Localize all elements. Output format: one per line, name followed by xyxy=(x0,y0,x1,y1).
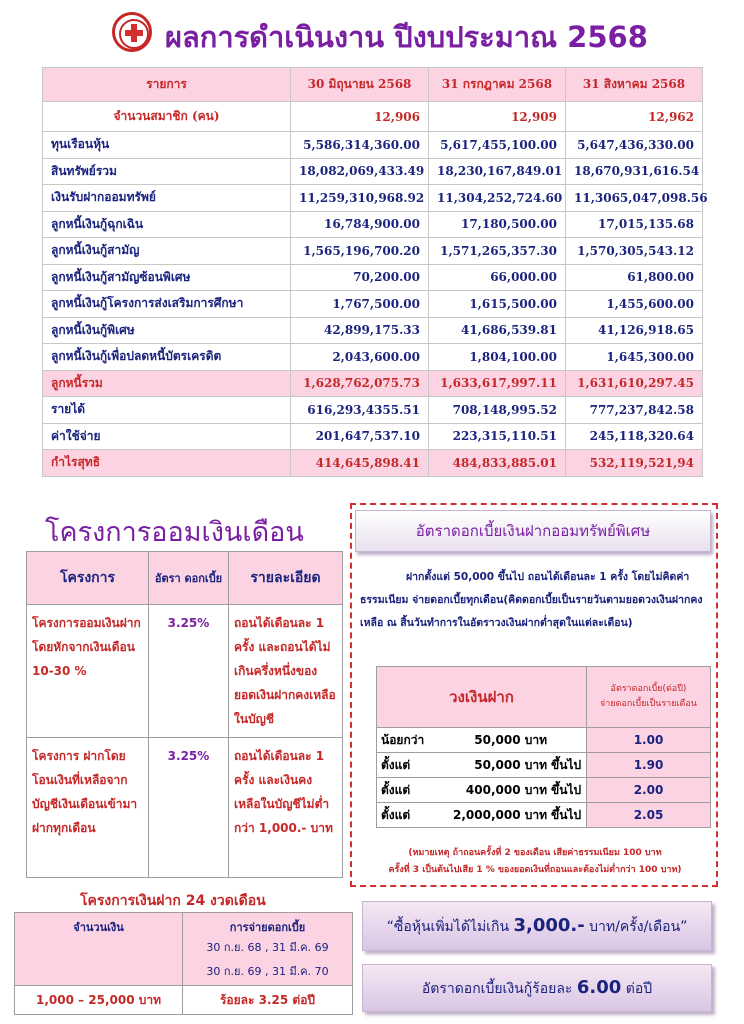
savings-detail: ถอนได้เดือนละ 1 ครั้ง และถอนได้ไม่เกินครึ่งหนึ่งของยอดเงินฝากคงเหลือในบัญชี xyxy=(229,605,343,738)
loan-text-post: ต่อปี xyxy=(621,981,653,997)
row-value: 11,3065,047,098.56 xyxy=(566,185,703,212)
row-value: 41,686,539.81 xyxy=(429,317,566,344)
fixed-header-row xyxy=(15,913,353,986)
savings-header-project: โครงการ xyxy=(27,552,149,605)
savings-rate: 3.25% xyxy=(149,605,229,738)
header-jun: 30 มิถุนายน 2568 xyxy=(291,68,429,102)
row-value: 1,570,305,543.12 xyxy=(566,238,703,265)
row-label: ลูกหนี้รวม xyxy=(43,370,291,397)
table-row xyxy=(43,397,703,424)
fixed-deposit-table xyxy=(14,912,353,1015)
rate-range xyxy=(377,753,587,778)
row-value: 708,148,995.52 xyxy=(429,397,566,424)
table-row xyxy=(43,185,703,212)
row-value: 1,628,762,075.73 xyxy=(291,370,429,397)
rate-amount: 400,000 บาท xyxy=(465,782,547,797)
savings-rate: 3.25% xyxy=(149,738,229,878)
row-value: 5,647,436,330.00 xyxy=(566,132,703,159)
fixed-date-2: 30 ก.ย. 69 , 31 มี.ค. 70 xyxy=(206,965,329,978)
special-deposit-description: ฝากตั้งแต่ 50,000 ขึ้นไป ถอนได้เดือนละ 1 ครั้ง โดยไม่คิดค่าธรรมเนียม จ่ายดอกเบี้ยทุกเดือน(คิดดอกเบี้ยเป็นรายวันตามยอดวงเงินฝากคงเหลือ ณ สิ้นวันทำการในอัตราวงเงินฝากต่ำสุดในแต่ละเดือน) xyxy=(360,571,703,629)
savings-header-rate: อัตรา ดอกเบี้ย xyxy=(149,552,229,605)
rate-value: 1.00 xyxy=(587,728,711,753)
table-row xyxy=(43,344,703,371)
rate-range xyxy=(377,778,587,803)
table-header-row xyxy=(43,68,703,102)
row-value: 41,126,918.65 xyxy=(566,317,703,344)
row-value: 18,230,167,849.01 xyxy=(429,158,566,185)
row-value: 1,571,265,357.30 xyxy=(429,238,566,265)
fixed-deposit-title: โครงการเงินฝาก 24 งวดเดือน xyxy=(80,893,266,909)
fixed-header-amount: จำนวนเงิน xyxy=(15,913,183,986)
rate-value: 1.90 xyxy=(587,753,711,778)
row-label: รายได้ xyxy=(43,397,291,424)
share-text-pre: “ซื้อหุ้นเพิ่มได้ไม่เกิน xyxy=(386,919,514,935)
row-value: 532,119,521,94 xyxy=(566,450,703,477)
table-row xyxy=(377,803,711,828)
performance-table xyxy=(42,67,708,477)
rate-header-rate xyxy=(587,667,711,728)
row-value: 1,767,500.00 xyxy=(291,291,429,318)
page-title: ผลการดำเนินงาน ปีงบประมาณ 2568 xyxy=(165,20,648,54)
table-row xyxy=(27,738,343,878)
row-value: 17,015,135.68 xyxy=(566,211,703,238)
rate-header-amount: วงเงินฝาก xyxy=(377,667,587,728)
table-row xyxy=(377,753,711,778)
rate-header-row xyxy=(377,667,711,728)
table-row xyxy=(27,605,343,738)
row-label: ทุนเรือนหุ้น xyxy=(43,132,291,159)
savings-project: โครงการออมเงินฝากโดยหักจากเงินเดือน 10-30 % xyxy=(27,605,149,738)
row-value: 70,200.00 xyxy=(291,264,429,291)
special-deposit-title: อัตราดอกเบี้ยเงินฝากออมทรัพย์พิเศษ xyxy=(355,510,711,552)
row-value: 1,804,100.00 xyxy=(429,344,566,371)
row-value: 12,906 xyxy=(291,102,429,132)
row-value: 66,000.00 xyxy=(429,264,566,291)
share-text-post: บาท/ครั้ง/เดือน” xyxy=(584,919,688,935)
row-value: 414,645,898.41 xyxy=(291,450,429,477)
share-amount: 3,000.- xyxy=(513,915,585,936)
row-label: สินทรัพย์รวม xyxy=(43,158,291,185)
table-row xyxy=(43,238,703,265)
row-value: 245,118,320.64 xyxy=(566,423,703,450)
row-label: ค่าใช้จ่าย xyxy=(43,423,291,450)
fixed-amount: 1,000 – 25,000 บาท xyxy=(15,986,183,1015)
row-value: 18,670,931,616.54 xyxy=(566,158,703,185)
rate-amount: 50,000 บาท xyxy=(474,757,547,772)
row-value: 1,631,610,297.45 xyxy=(566,370,703,397)
special-deposit-note xyxy=(356,845,714,879)
savings-title: โครงการออมเงินเดือน xyxy=(45,517,304,548)
row-label: ลูกหนี้เงินกู้สามัญซ้อนพิเศษ xyxy=(43,264,291,291)
row-value: 223,315,110.51 xyxy=(429,423,566,450)
loan-rate-callout xyxy=(362,964,712,1012)
row-value: 201,647,537.10 xyxy=(291,423,429,450)
row-value: 1,645,300.00 xyxy=(566,344,703,371)
loan-rate: 6.00 xyxy=(576,977,622,998)
row-label: ลูกหนี้เงินกู้สามัญ xyxy=(43,238,291,265)
row-value: 11,304,252,724.60 xyxy=(429,185,566,212)
rate-prefix: ตั้งแต่ xyxy=(381,807,411,822)
row-value: 17,180,500.00 xyxy=(429,211,566,238)
row-value: 5,586,314,360.00 xyxy=(291,132,429,159)
savings-header-row xyxy=(27,552,343,605)
rate-prefix: ตั้งแต่ xyxy=(381,782,411,797)
cooperative-logo-icon xyxy=(112,12,152,52)
fixed-header-payment xyxy=(183,913,353,986)
table-row xyxy=(43,102,703,132)
table-row xyxy=(43,317,703,344)
fixed-header-payment-label: การจ่ายดอกเบี้ย xyxy=(229,921,306,934)
share-purchase-callout xyxy=(362,901,712,951)
savings-table xyxy=(26,551,343,878)
rate-prefix: ตั้งแต่ xyxy=(381,757,411,772)
row-value: 484,833,885.01 xyxy=(429,450,566,477)
savings-project: โครงการ ฝากโดยโอนเงินที่เหลือจากบัญชีเงินเดือนเข้ามาฝากทุกเดือน xyxy=(27,738,149,878)
rate-header-rate-line1: อัตราดอกเบี้ย(ต่อปี) xyxy=(610,684,687,694)
savings-header-detail: รายละเอียด xyxy=(229,552,343,605)
rate-amount: 50,000 บาท xyxy=(474,732,547,747)
header-item: รายการ xyxy=(43,68,291,102)
table-row xyxy=(43,291,703,318)
row-label: ลูกหนี้เงินกู้เพื่อปลดหนี้บัตรเครดิต xyxy=(43,344,291,371)
rate-range xyxy=(377,728,587,753)
table-row xyxy=(43,158,703,185)
loan-text-pre: อัตราดอกเบี้ยเงินกู้ร้อยละ xyxy=(421,981,577,997)
row-value: 1,633,617,997.11 xyxy=(429,370,566,397)
fixed-rate: ร้อยละ 3.25 ต่อปี xyxy=(183,986,353,1015)
row-label: ลูกหนี้เงินกู้โครงการส่งเสริมการศึกษา xyxy=(43,291,291,318)
row-value: 1,615,500.00 xyxy=(429,291,566,318)
fixed-date-1: 30 ก.ย. 68 , 31 มี.ค. 69 xyxy=(206,941,329,954)
row-value: 777,237,842.58 xyxy=(566,397,703,424)
rate-prefix: น้อยกว่า xyxy=(381,732,425,747)
rate-header-rate-line2: จ่ายดอกเบี้ยเป็นรายเดือน xyxy=(600,699,697,709)
row-label: จำนวนสมาชิก (คน) xyxy=(43,102,291,132)
table-row xyxy=(43,423,703,450)
table-row xyxy=(15,986,353,1015)
rate-range xyxy=(377,803,587,828)
note-line-1: (หมายเหตุ ถ้าถอนครั้งที่ 2 ของเดือน เสียค่าธรรมเนียม 100 บาท xyxy=(408,848,662,858)
row-label: ลูกหนี้เงินกู้พิเศษ xyxy=(43,317,291,344)
table-row xyxy=(43,211,703,238)
row-value: 61,800.00 xyxy=(566,264,703,291)
table-row xyxy=(377,728,711,753)
row-value: 1,455,600.00 xyxy=(566,291,703,318)
rate-suffix: ขึ้นไป xyxy=(551,757,582,772)
note-line-2: ครั้งที่ 3 เป็นต้นไปเสีย 1 % ของยอดเงินที่ถอนและต้องไม่ต่ำกว่า 100 บาท) xyxy=(388,865,682,875)
row-label: เงินรับฝากออมทรัพย์ xyxy=(43,185,291,212)
row-value: 18,082,069,433.49 xyxy=(291,158,429,185)
special-rate-table xyxy=(376,666,711,828)
row-value: 2,043,600.00 xyxy=(291,344,429,371)
row-value: 5,617,455,100.00 xyxy=(429,132,566,159)
header-jul: 31 กรกฎาคม 2568 xyxy=(429,68,566,102)
rate-suffix: ขึ้นไป xyxy=(551,782,582,797)
row-value: 11,259,310,968.92 xyxy=(291,185,429,212)
row-value: 616,293,4355.51 xyxy=(291,397,429,424)
table-row xyxy=(377,778,711,803)
row-label: กำไรสุทธิ xyxy=(43,450,291,477)
row-value: 42,899,175.33 xyxy=(291,317,429,344)
rate-value: 2.05 xyxy=(587,803,711,828)
row-value: 16,784,900.00 xyxy=(291,211,429,238)
savings-detail: ถอนได้เดือนละ 1 ครั้ง และเงินคงเหลือในบัญชีไม่ต่ำกว่า 1,000.- บาท xyxy=(229,738,343,878)
row-label: ลูกหนี้เงินกู้ฉุกเฉิน xyxy=(43,211,291,238)
table-row xyxy=(43,132,703,159)
row-value: 1,565,196,700.20 xyxy=(291,238,429,265)
table-row xyxy=(43,450,703,477)
table-row xyxy=(43,264,703,291)
rate-amount: 2,000,000 บาท xyxy=(452,807,547,822)
table-row xyxy=(43,370,703,397)
row-value: 12,962 xyxy=(566,102,703,132)
rate-value: 2.00 xyxy=(587,778,711,803)
rate-suffix: ขึ้นไป xyxy=(551,807,582,822)
row-value: 12,909 xyxy=(429,102,566,132)
header-aug: 31 สิงหาคม 2568 xyxy=(566,68,703,102)
